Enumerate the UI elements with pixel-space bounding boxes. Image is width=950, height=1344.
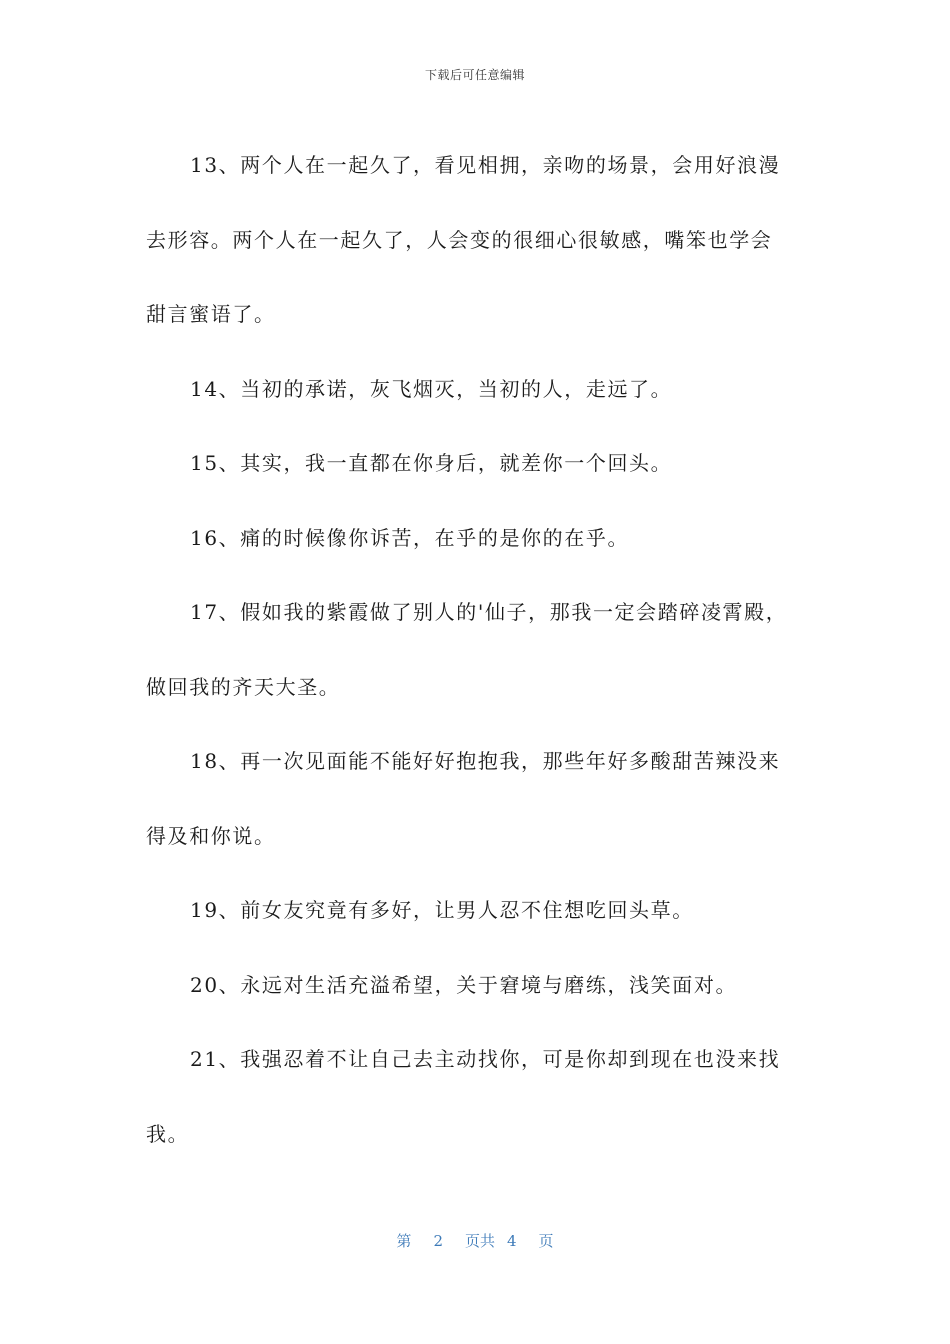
paragraph-line: 15、其实，我一直都在你身后，就差你一个回头。 [190,451,673,475]
paragraph-19 [146,873,806,948]
current-page-number: 2 [433,1232,443,1250]
paragraph-line: 18、再一次见面能不能好好抱抱我，那些年好多酸甜苦辣没来 [190,749,781,773]
paragraph-line: 做回我的齐天大圣。 [146,674,341,699]
paragraph-line: 去形容。两个人在一起久了，人会变的很细心很敏感，嘴笨也学会 [146,227,773,252]
page-footer [0,1230,950,1251]
paragraph-14 [146,352,806,427]
paragraph-line: 甜言蜜语了。 [146,302,276,326]
paragraph-21 [146,1022,806,1171]
footer-middle: 页共 [464,1232,495,1250]
footer-suffix: 页 [538,1232,554,1250]
paragraph-line: 20、永远对生活充溢希望，关于窘境与磨练，浅笑面对。 [190,972,738,997]
footer-prefix: 第 [396,1232,412,1250]
paragraph-line: 14、当初的承诺，灰飞烟灭，当初的人，走远了。 [190,376,673,401]
total-pages-number: 4 [507,1232,517,1250]
paragraph-line: 16、痛的时候像你诉苦，在乎的是你的在乎。 [190,525,630,550]
paragraph-line: 21、我强忍着不让自己去主动找你，可是你却到现在也没来找 [190,1047,781,1071]
paragraph-15 [146,426,806,501]
paragraph-line: 得及和你说。 [146,823,276,848]
paragraph-20 [146,948,806,1023]
paragraph-18 [146,724,806,873]
paragraph-line: 19、前女友究竟有多好，让男人忍不住想吃回头草。 [190,898,694,922]
paragraph-line: 13、两个人在一起久了，看见相拥，亲吻的场景，会用好浪漫 [190,153,781,177]
document-body [146,128,806,1171]
page-header: 下载后可任意编辑 [424,68,525,82]
paragraph-13 [146,128,806,352]
paragraph-line: 17、假如我的紫霞做了别人的'仙子，那我一定会踏碎凌霄殿， [190,600,788,624]
paragraph-17 [146,575,806,724]
paragraph-line: 我。 [146,1121,190,1146]
paragraph-16 [146,501,806,576]
